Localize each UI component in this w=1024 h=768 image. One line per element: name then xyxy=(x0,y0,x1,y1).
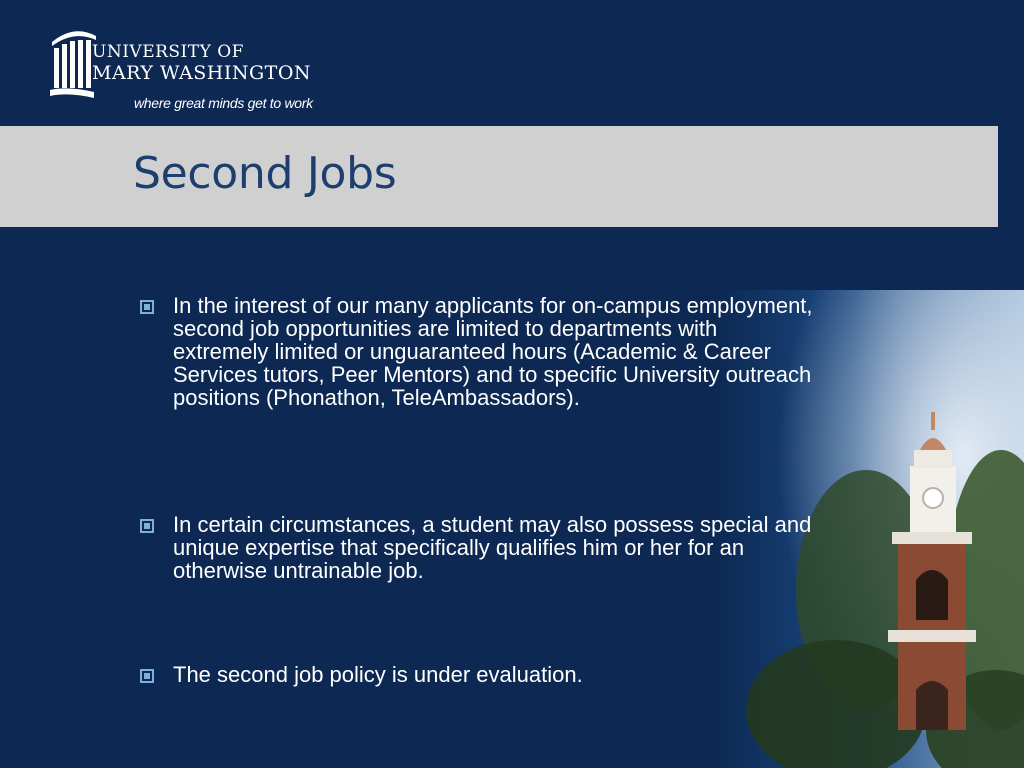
university-logo xyxy=(48,22,348,118)
square-bullet-icon xyxy=(140,300,154,314)
slide-title: Second Jobs xyxy=(133,148,397,199)
square-bullet-icon xyxy=(140,519,154,533)
bullet-text: In the interest of our many applicants for on-campus employment, second job opportunities are limited to departments with extremely limited or unguaranteed hours (Academic & Career Services tutors, Peer Mentors) and to specific University outreach positions (Phonathon, TeleAmbassadors). xyxy=(173,293,813,410)
university-name-line1: UNIVERSITY OF xyxy=(92,42,244,62)
university-name-line2: MARY WASHINGTON xyxy=(92,62,312,84)
bullet-text: The second job policy is under evaluation. xyxy=(173,662,583,687)
square-bullet-icon xyxy=(140,669,154,683)
university-name xyxy=(92,44,311,83)
university-tagline: where great minds get to work xyxy=(134,95,313,111)
bullet-text: In certain circumstances, a student may also possess special and unique expertise that specifically qualifies him or her for an otherwise untrainable job. xyxy=(173,512,812,583)
